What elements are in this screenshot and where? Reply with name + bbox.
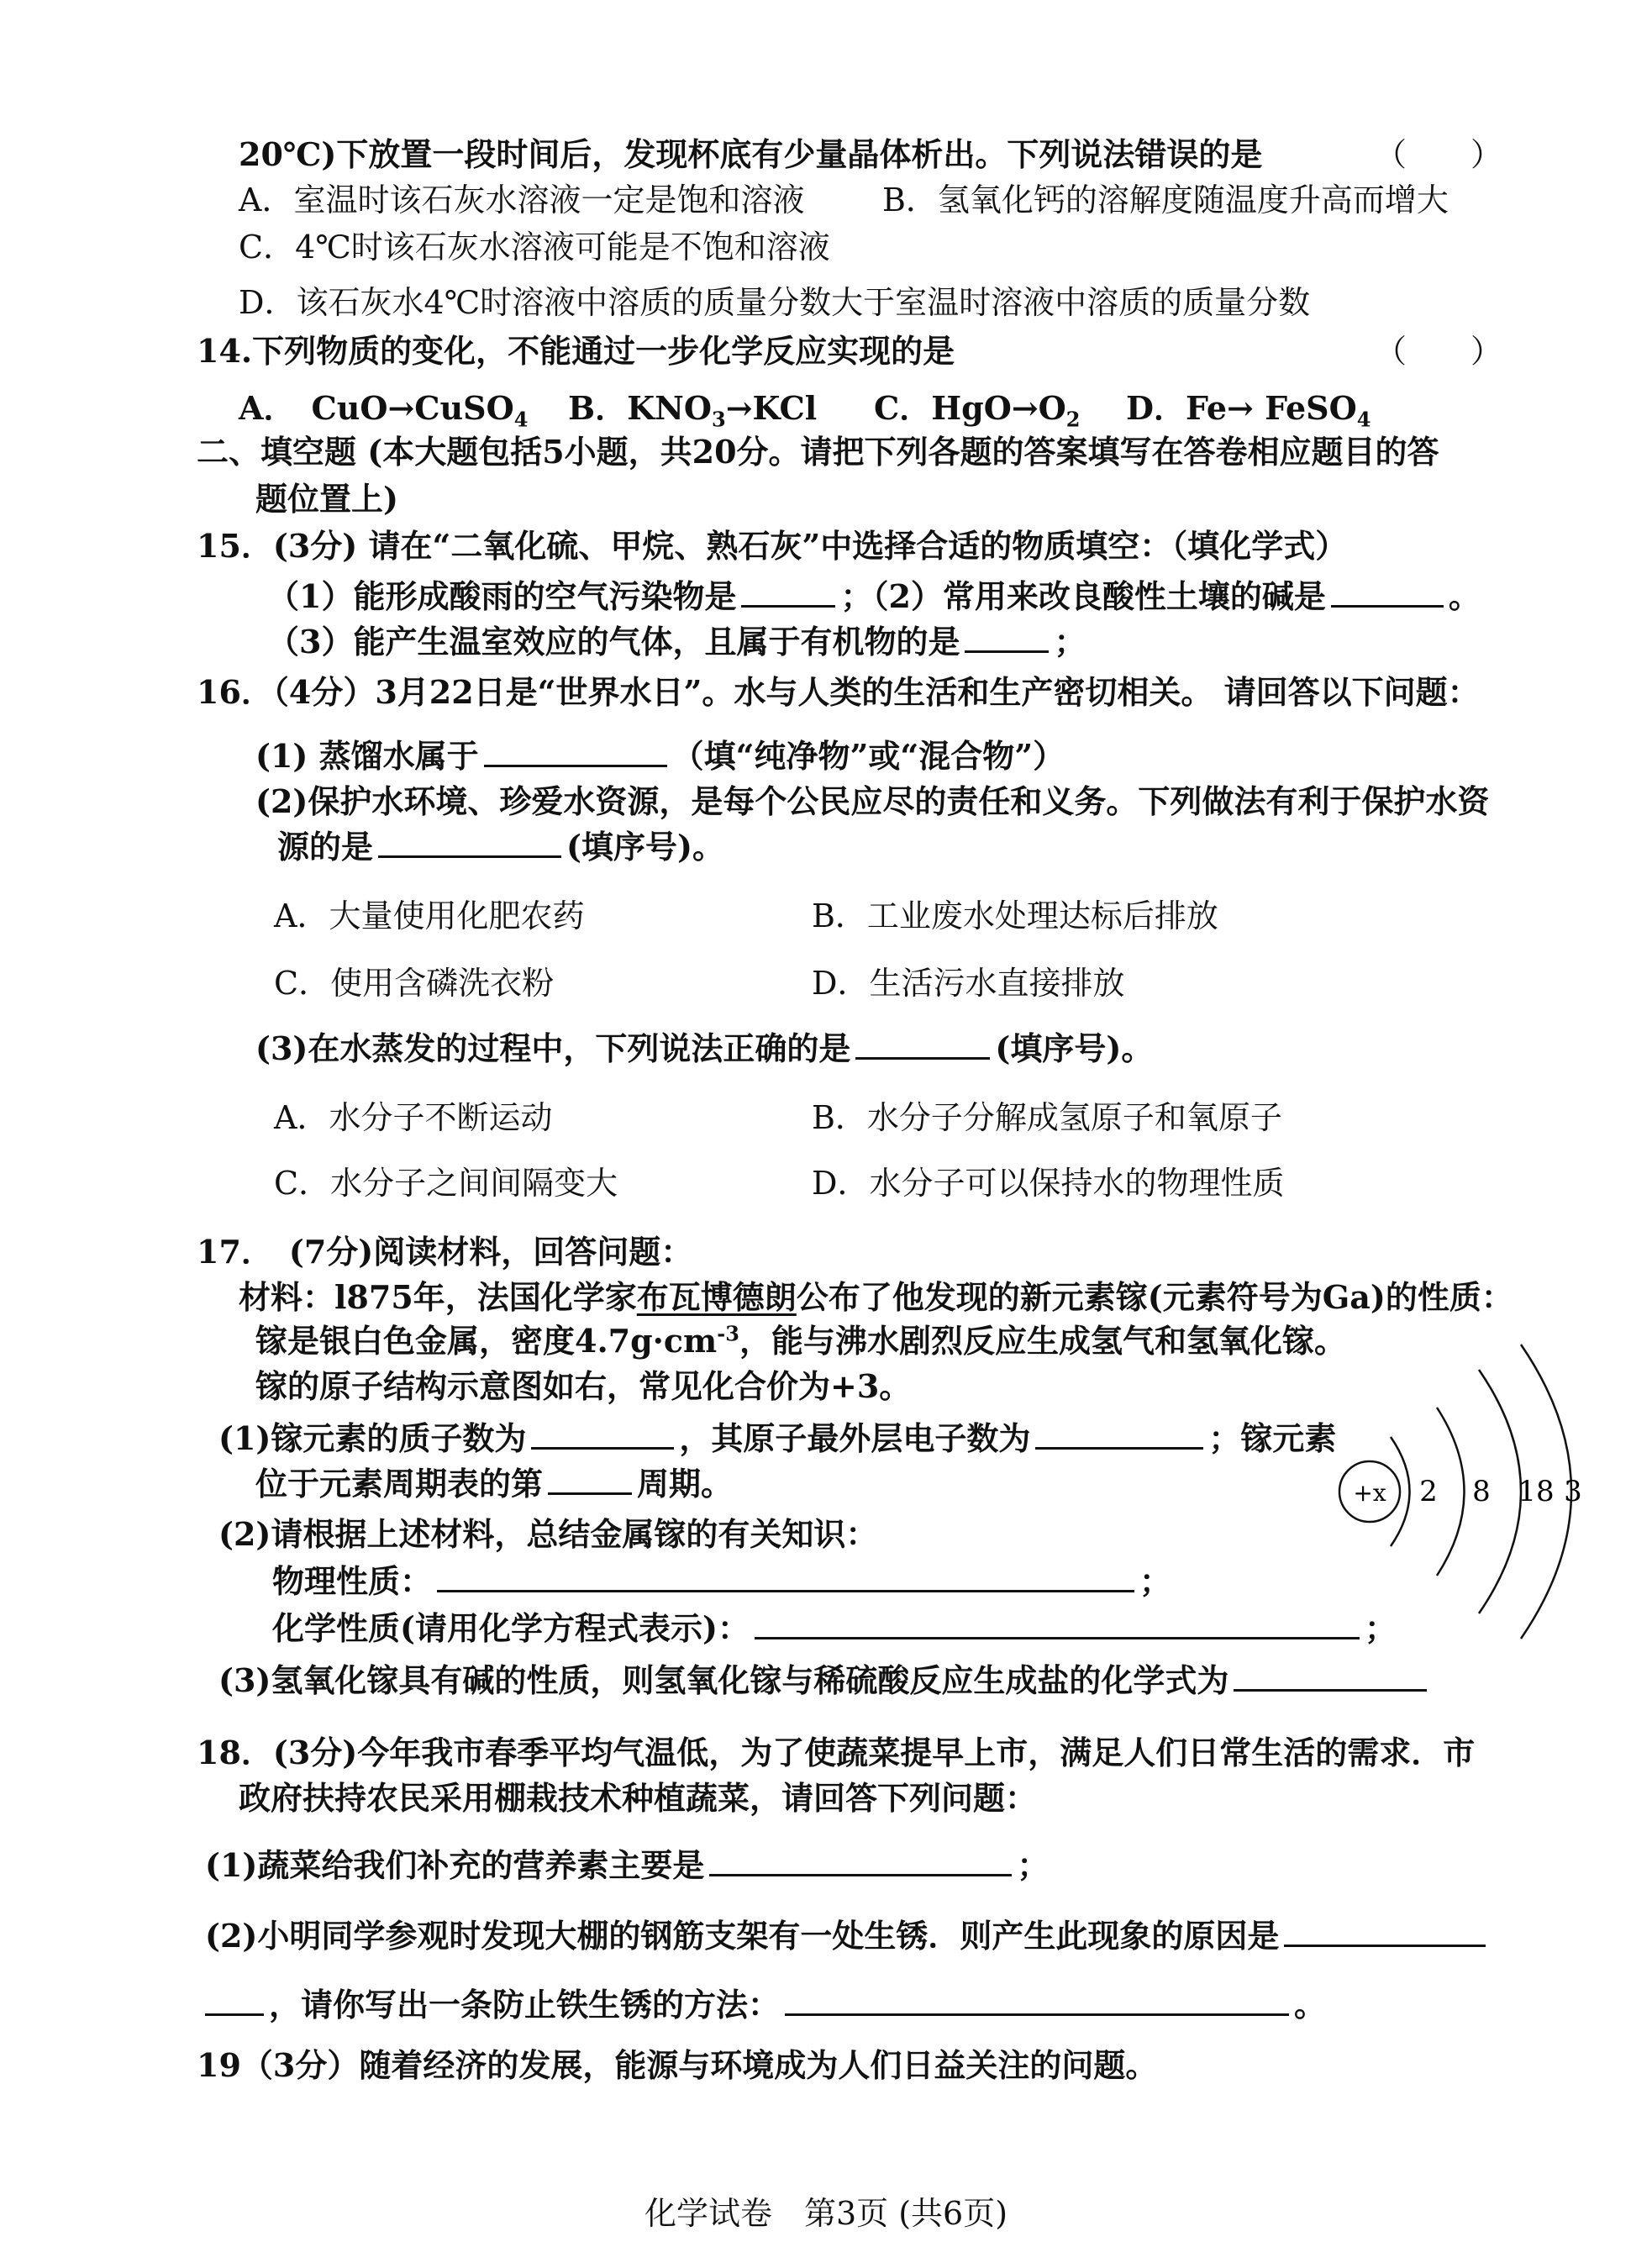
q14-option-d: D．Fe→ FeSO$_4$ bbox=[1126, 389, 1371, 432]
q14-option-a: A． CuO→CuSO$_4$ bbox=[239, 389, 529, 432]
q16-part1: (1) 蒸馏水属于 （填“纯净物”或“混合物”） bbox=[255, 737, 1065, 775]
q13-option-b: B．氢氧化钙的溶解度随温度升高而增大 bbox=[882, 182, 1449, 218]
q18-part2: (2)小明同学参观时发现大棚的钢筋支架有一处生锈．则产生此现象的原因是 bbox=[205, 1916, 1491, 1956]
section-heading-cont: 题位置上) bbox=[255, 480, 398, 518]
q19-stem: 19（3分）随着经济的发展，能源与环境成为人们日益关注的问题。 bbox=[197, 2046, 1158, 2084]
page-footer: 化学试卷 第3页 (共6页) bbox=[644, 2195, 1008, 2232]
q17-part1-cont: 位于元素周期表的第 周期。 bbox=[255, 1465, 734, 1503]
q17-part1: (1)镓元素的质子数为 ，其原子最外层电子数为 ；镓元素 bbox=[218, 1419, 1337, 1457]
q16-p2-option-c: C．使用含磷洗衣粉 bbox=[274, 965, 555, 1002]
q17-part3: (3)氢氧化镓具有碱的性质，则氢氧化镓与稀硫酸反应生成盐的化学式为 bbox=[218, 1660, 1432, 1701]
q13-stem: 20℃)下放置一段时间后，发现杯底有少量晶体析出。下列说法错误的是 bbox=[239, 135, 1263, 173]
q14-option-c: C．$HgO\to O_2$ bbox=[874, 389, 1081, 432]
q14-stem: 14.下列物质的变化，不能通过一步化学反应实现的是 bbox=[197, 332, 955, 370]
shell-4-electrons: 3 bbox=[1564, 1475, 1582, 1508]
q16-p3-option-b: B．水分子分解成氢原子和氧原子 bbox=[812, 1099, 1282, 1136]
q17-physical-property: 物理性质： ； bbox=[272, 1562, 1172, 1600]
q17-stem: 17． (7分)阅读材料，回答问题： bbox=[197, 1233, 693, 1271]
q17-material-line2: 镓是银白色金属，密度$4.7g\cdot cm^{-3}$，能与沸水剧烈反应生成氢气和氢氧化镓。 bbox=[255, 1321, 1346, 1360]
q16-part2-cont: 源的是 (填序号)。 bbox=[277, 828, 724, 866]
q15-stem: 15．(3分) 请在“二氧化硫、甲烷、熟石灰”中选择合适的物质填空：（填化学式） bbox=[197, 527, 1348, 565]
electron-shell-2 bbox=[1437, 1408, 1465, 1576]
q15-blank-2[interactable] bbox=[1331, 576, 1444, 608]
q18-blank-3[interactable] bbox=[785, 1985, 1289, 2016]
q17-blank-3[interactable] bbox=[548, 1464, 632, 1495]
q13-option-c: C．4℃时该石灰水溶液可能是不饱和溶液 bbox=[239, 229, 830, 266]
q16-p3-option-d: D．水分子可以保持水的物理性质 bbox=[812, 1165, 1285, 1202]
q14-option-b: B．$KNO_3\to KCl$ bbox=[568, 389, 818, 432]
q15-part1: （1）能形成酸雨的空气污染物是 ；（2）常用来改良酸性土壤的碱是 。 bbox=[267, 577, 1481, 615]
q17-material-line3: 镓的原子结构示意图如右，常见化合价为+3。 bbox=[255, 1367, 912, 1405]
shell-1-electrons: 2 bbox=[1419, 1475, 1438, 1508]
q16-part2: (2)保护水环境、珍爱水资源，是每个公民应尽的责任和义务。下列做法有利于保护水资 bbox=[255, 782, 1490, 820]
atom-nucleus-label: +x bbox=[1353, 1479, 1386, 1507]
q15-blank-3[interactable] bbox=[965, 622, 1049, 653]
q16-p2-option-a: A．大量使用化肥农药 bbox=[274, 897, 585, 934]
q16-stem: 16．（4分）3月22日是“世界水日”。水与人类的生活和生产密切相关。 请回答以下问题： bbox=[197, 673, 1480, 711]
q16-blank-2[interactable] bbox=[378, 827, 561, 858]
q18-blank-1[interactable] bbox=[709, 1845, 1012, 1876]
q13-option-d: D．该石灰水4℃时溶液中溶质的质量分数大于室温时溶液中溶质的质量分数 bbox=[239, 284, 1311, 321]
shell-3-electrons: 18 bbox=[1518, 1475, 1555, 1508]
q18-part1: (1)蔬菜给我们补充的营养素主要是 ； bbox=[205, 1846, 1050, 1884]
shell-2-electrons: 8 bbox=[1472, 1475, 1491, 1508]
q16-p2-option-d: D．生活污水直接排放 bbox=[812, 965, 1125, 1002]
q17-blank-5[interactable] bbox=[755, 1608, 1360, 1639]
q18-blank-2[interactable] bbox=[1284, 1916, 1486, 1947]
q17-blank-1[interactable] bbox=[531, 1418, 674, 1450]
q18-stem-cont: 政府扶持农民采用棚栽技术种植蔬菜，请回答下列问题： bbox=[239, 1779, 1038, 1817]
q16-part3: (3)在水蒸发的过程中，下列说法正确的是 (填序号)。 bbox=[255, 1029, 1154, 1067]
q16-blank-3[interactable] bbox=[855, 1029, 990, 1060]
q13-answer-paren: （ ） bbox=[1375, 136, 1503, 173]
q13-option-a: A．室温时该石灰水溶液一定是饱和溶液 bbox=[239, 182, 805, 218]
q16-blank-1[interactable] bbox=[484, 736, 667, 767]
q17-blank-6[interactable] bbox=[1234, 1660, 1427, 1692]
q16-p2-option-b: B．工业废水处理达标后排放 bbox=[812, 897, 1218, 934]
q14-answer-paren: （ ） bbox=[1375, 333, 1503, 370]
q15-part3: （3）能产生温室效应的气体，且属于有机物的是 ； bbox=[267, 623, 1086, 660]
q17-blank-4[interactable] bbox=[437, 1561, 1134, 1592]
q18-blank-2-cont[interactable] bbox=[205, 1985, 264, 2016]
q17-blank-2[interactable] bbox=[1035, 1418, 1203, 1450]
section-heading: 二、填空题 (本大题包括5小题，共20分。请把下列各题的答案填写在答卷相应题目的答 bbox=[197, 433, 1439, 471]
q16-p3-option-c: C．水分子之间间隔变大 bbox=[274, 1165, 618, 1202]
q17-chemical-property: 化学性质(请用化学方程式表示)： ； bbox=[272, 1609, 1397, 1647]
q16-p3-option-a: A．水分子不断运动 bbox=[274, 1099, 553, 1136]
q18-part2-cont: ，请你写出一条防止铁生锈的方法： 。 bbox=[205, 1985, 1326, 2025]
q17-part2: (2)请根据上述材料，总结金属镓的有关知识： bbox=[218, 1515, 878, 1553]
q18-stem: 18．(3分)今年我市春季平均气温低，为了使蔬菜提早上市，满足人们日常生活的需求．市 bbox=[197, 1734, 1476, 1771]
q15-blank-1[interactable] bbox=[741, 576, 835, 608]
gallium-atom-diagram bbox=[1311, 1336, 1630, 1655]
q17-material-line1: 材料：l875年，法国化学家布瓦博德朗公布了他发现的新元素镓(元素符号为Ga)的性质： bbox=[239, 1278, 1513, 1316]
